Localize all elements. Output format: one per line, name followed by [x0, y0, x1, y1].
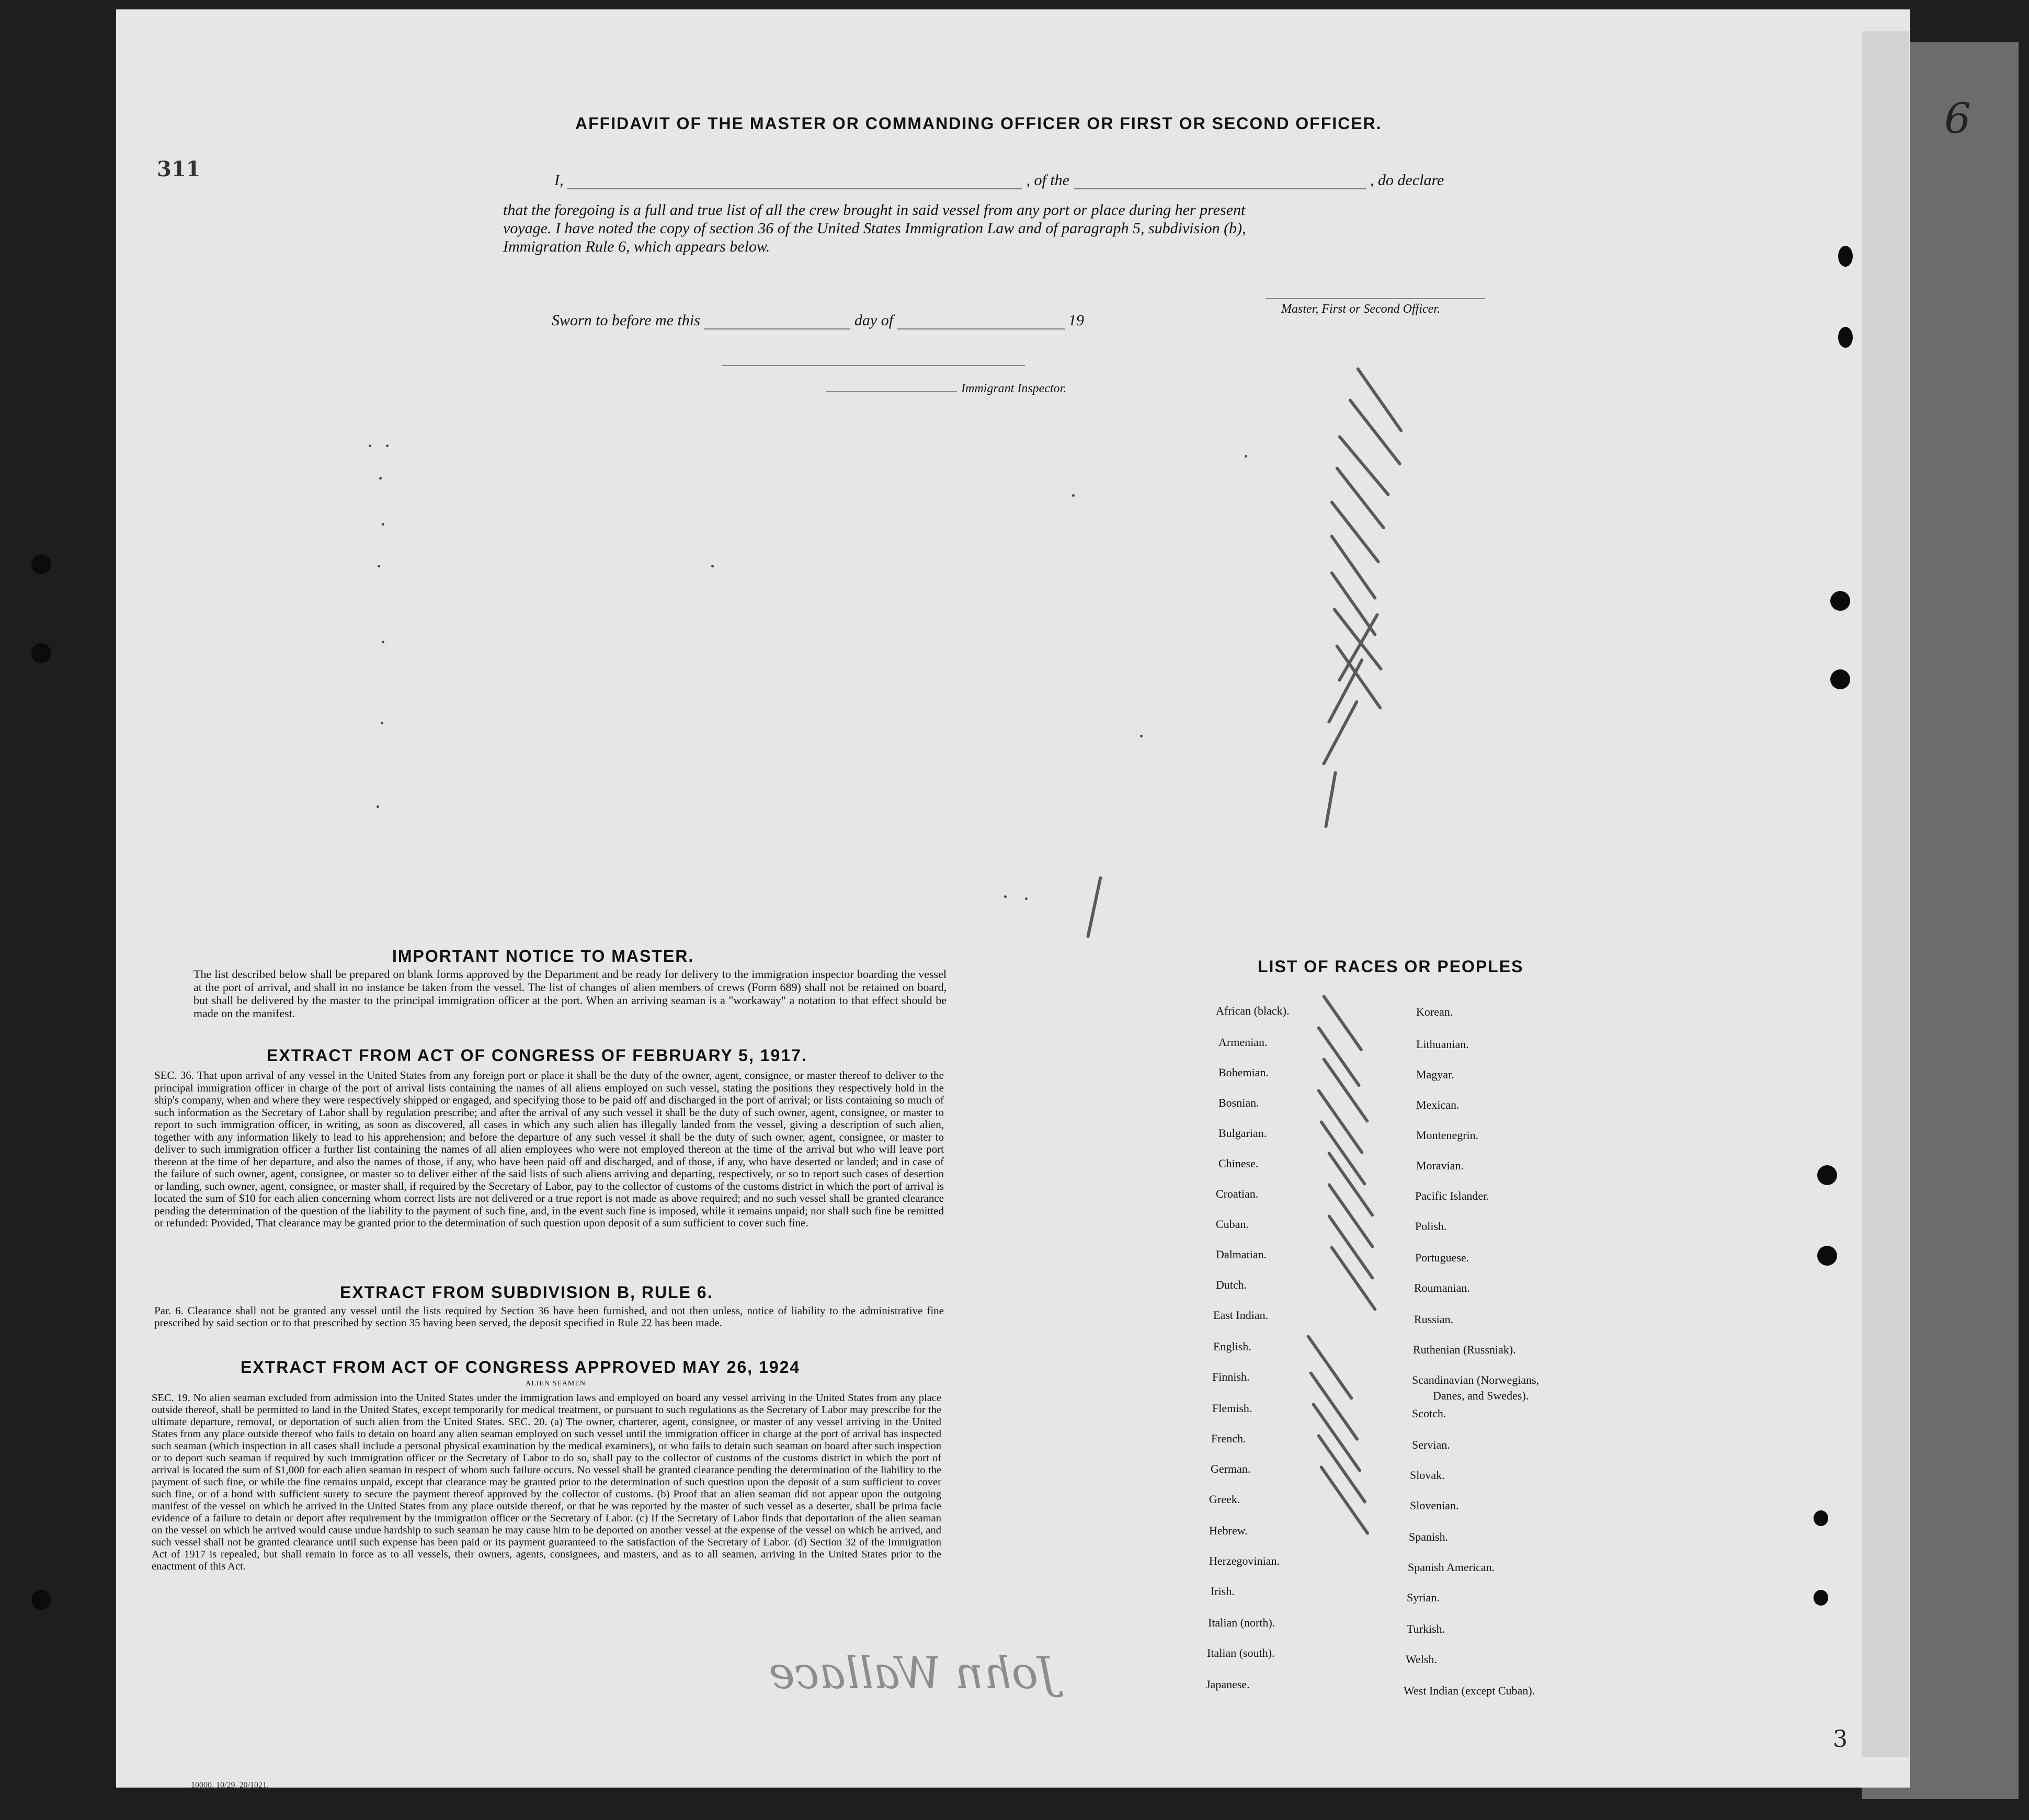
race-entry-left: Irish.	[1211, 1585, 1235, 1598]
binder-hole	[1838, 327, 1853, 348]
race-entry-right: Welsh.	[1406, 1653, 1437, 1666]
page-number: 6	[1944, 94, 1971, 143]
race-entry-right: Servian.	[1412, 1438, 1450, 1451]
bleed-dot	[1245, 455, 1247, 458]
bleed-dot	[378, 565, 380, 567]
race-entry-right: Portuguese.	[1415, 1251, 1469, 1264]
race-entry-left: Japanese.	[1206, 1678, 1250, 1691]
race-entry-left: Italian (north).	[1208, 1616, 1275, 1629]
notice-title: IMPORTANT NOTICE TO MASTER.	[392, 947, 694, 965]
bleed-dot	[377, 805, 379, 808]
race-entry-right: Montenegrin.	[1416, 1129, 1479, 1142]
margin-mark: 311	[157, 157, 201, 181]
name-blank	[567, 188, 1022, 189]
race-entry-left: Herzegovinian.	[1209, 1554, 1280, 1567]
extract-1924-text: SEC. 19. No alien seaman excluded from admission into the United States under the immigration laws and employed on board any vessel arriving in the United States from any place outside thereof, shall be permitted to land in the United States, except temporarily for medical treatment, or pursuant to such regulations as the Secretary of Labor may prescribe for the ultimate departure, removal, or deportation of such alien from the United States. SEC. 20. (a) The owner, charterer, agent, consignee, or master of any vessel arriving in the United States from any place outside thereof who fails to detain on board any alien seaman employed on such vessel until the immigration officer in charge at the port of arrival has inspected such seaman (which inspection in all cases shall include a personal physical examination by the medical examiners), or who fails to detain such seaman on board after such inspection or to deport such seaman if required by such immigration officer or the Secretary of Labor to do so, shall pay to the collector of customs of the customs district in which the port of arrival is located the sum of $1,000 for each alien seaman in respect of whom such failure occurs. No vessel shall be granted clearance pending the determination of the liability to the payment of such fine, or while the fine remains unpaid, except that clearance may be granted prior to the determination of such question upon the deposit of a sum sufficient to cover such fine, or of a bond with sufficient surety to secure the payment thereof approved by the collector of customs. (b) Proof that an alien seaman did not appear upon the outgoing manifest of the vessel on which he arrived in the United States from any place outside thereof, or that he was reported by the master of such vessel as a deserter, shall be prima facie evidence of a failure to detain or deport after requirement by the immigration officer or the Secretary of Labor. (c) If the Secretary of Labor finds that deportation of the alien seaman on the vessel on which he arrived would cause undue hardship to such seaman he may cause him to be deported on another vessel at the expense of the vessel on which he arrived, and such vessel shall not be granted clearance until such expense has been paid or its payment guaranteed to the satisfaction of the Secretary of Labor. (d) Section 32 of the Immigration Act of 1917 is repealed, but shall remain in force as to all vessels, their owners, agents, consignees, and masters, and as to all seamen, arriving in the United States prior to the enactment of this Act.	[152, 1392, 941, 1572]
race-entry-left: Bulgarian.	[1218, 1127, 1267, 1140]
race-entry-left: French.	[1211, 1432, 1246, 1445]
race-entry-right: Roumanian.	[1414, 1281, 1470, 1294]
bleed-dot	[1140, 735, 1143, 737]
sworn-line	[552, 312, 1179, 329]
race-entry-right: Syrian.	[1407, 1591, 1440, 1604]
race-entry-left: Hebrew.	[1209, 1524, 1248, 1537]
bleed-dot	[1004, 895, 1007, 898]
extract-1924-subtitle: ALIEN SEAMEN	[526, 1380, 586, 1387]
subdivision-b-text: Par. 6. Clearance shall not be granted any vessel until the lists required by Section 36 have been furnished, and not then unless, notice of liability to the administrative fine prescribed by said section or to that prescribed by section 35 having been served, the deposit specified in Rule 22 has been made.	[154, 1304, 944, 1329]
race-entry-left: East Indian.	[1213, 1309, 1269, 1322]
extract-1917-title: EXTRACT FROM ACT OF CONGRESS OF FEBRUARY 5, 1917.	[267, 1046, 807, 1065]
race-entry-right: Mexican.	[1416, 1098, 1460, 1111]
binder-hole	[1817, 1246, 1837, 1266]
bleed-dot	[369, 445, 371, 447]
bleed-dot	[386, 445, 389, 447]
binder-hole	[1830, 669, 1850, 689]
race-entry-left: Croatian.	[1216, 1187, 1259, 1200]
race-entry-right: Pacific Islander.	[1415, 1189, 1489, 1202]
affidavit-body-line-2: voyage. I have noted the copy of section 36 of the United States Immigration Law and of paragraph 5, subdivision (b),	[503, 220, 1246, 237]
binder-hole	[31, 1590, 51, 1610]
race-entry-right: Spanish American.	[1408, 1561, 1495, 1574]
race-entry-left: Armenian.	[1218, 1036, 1268, 1049]
binder-hole	[1814, 1510, 1828, 1526]
race-entry-right: Scandinavian (Norwegians,	[1412, 1373, 1540, 1386]
race-entry-left: Dutch.	[1216, 1278, 1247, 1291]
race-entry-right: Korean.	[1416, 1005, 1453, 1018]
race-entry-left: African (black).	[1216, 1004, 1290, 1017]
notice-text: The list described below shall be prepared on blank forms approved by the Department and be ready for delivery to the immigration inspector boarding the vessel at the port of arrival, and shall in no instance be taken from the vessel. The list of changes of alien members of crews (Form 689) shall not be retained on board, but shall be delivered by the master to the principal immigration officer at the port. When an arriving seaman is a "workaway" a notation to that effect should be made on the manifest.	[193, 968, 947, 1020]
race-entry-right: Lithuanian.	[1416, 1038, 1469, 1051]
race-entry-left: Greek.	[1209, 1493, 1240, 1506]
month-blank	[897, 328, 1065, 329]
race-entry-right: Scotch.	[1412, 1407, 1446, 1420]
bleed-dot	[382, 641, 384, 643]
affidavit-body-line-1: that the foregoing is a full and true list of all the crew brought in said vessel from any port or place during her present	[503, 201, 1246, 219]
race-entry-left: English.	[1213, 1340, 1251, 1353]
do-declare-label: , do declare	[1370, 172, 1444, 189]
race-entry-left: Dalmatian.	[1216, 1248, 1267, 1261]
extract-1924-title: EXTRACT FROM ACT OF CONGRESS APPROVED MAY 26, 1924	[241, 1358, 801, 1377]
affidavit-declaration-line	[554, 172, 1506, 189]
race-entry-right: West Indian (except Cuban).	[1404, 1684, 1535, 1697]
race-entry-right: Moravian.	[1416, 1159, 1464, 1172]
affidavit-body-line-3: Immigration Rule 6, which appears below.	[503, 238, 770, 255]
race-entry-right: Magyar.	[1416, 1068, 1454, 1081]
subdivision-b-title: EXTRACT FROM SUBDIVISION B, RULE 6.	[340, 1283, 713, 1302]
bleed-dot	[711, 565, 714, 567]
page-fold-shade	[1862, 31, 1909, 1757]
race-entry-left: Italian (south).	[1207, 1646, 1275, 1659]
race-entry-left: Chinese.	[1218, 1157, 1259, 1170]
affidavit-title: AFFIDAVIT OF THE MASTER OR COMMANDING OFFICER OR FIRST OR SECOND OFFICER.	[575, 114, 1382, 133]
bleed-dot	[1025, 897, 1028, 900]
master-signature-label: Master, First or Second Officer.	[1281, 302, 1440, 316]
year-label: 19	[1068, 312, 1085, 329]
bleed-dot	[379, 477, 382, 480]
binder-hole	[1830, 591, 1850, 611]
binder-hole	[1817, 1165, 1837, 1185]
mirrored-signature: John Wallace	[769, 1647, 1056, 1699]
race-entry-right: Spanish.	[1409, 1530, 1449, 1543]
race-entry-left: Bohemian.	[1218, 1066, 1269, 1079]
binder-hole	[1838, 246, 1853, 267]
race-entry-left: Bosnian.	[1218, 1096, 1259, 1109]
master-signature-line	[1266, 298, 1485, 299]
vessel-blank	[1074, 188, 1366, 189]
races-title: LIST OF RACES OR PEOPLES	[1258, 957, 1524, 976]
race-entry-right: Turkish.	[1407, 1622, 1445, 1635]
corner-mark: 3	[1833, 1726, 1848, 1753]
race-entry-right: Slovak.	[1410, 1469, 1445, 1482]
of-the-label: , of the	[1026, 172, 1069, 189]
race-entry-right: Ruthenian (Russniak).	[1413, 1343, 1516, 1356]
i-label: I,	[554, 172, 564, 189]
race-entry-left: German.	[1211, 1462, 1251, 1475]
race-entry-left: Finnish.	[1212, 1370, 1250, 1383]
race-entry-right: Russian.	[1414, 1313, 1454, 1326]
binder-hole	[31, 643, 51, 663]
print-code: 10000. 10/29. 20/1021.	[191, 1781, 269, 1790]
day-of-label: day of	[854, 312, 894, 329]
day-blank	[704, 328, 850, 329]
inspector-upper-line	[722, 365, 1025, 366]
extract-1917-text: SEC. 36. That upon arrival of any vessel in the United States from any foreign port or place it shall be the duty of the owner, agent, consignee, or master thereof to deliver to the principal immigration officer in charge of the port of arrival lists containing the names of all aliens employed on such vessel, stating the positions they respectively hold in the ship's company, when and where they were respectively shipped or engaged, and specifying those to be paid off and discharged in the port of arrival; or lists containing so much of such information as the Secretary of Labor shall by regulation prescribe; and after the arrival of any such vessel it shall be the duty of such owner, agent, consignee, or master to report to such immigration officer, in writing, as soon as discovered, all cases in which any such alien has illegally landed from the vessel, giving a description of such alien, together with any information likely to lead to his apprehension; and before the departure of any such vessel it shall be the duty of such owner, agent, consignee, or master to deliver to such immigration officer a further list containing the names of all alien employees who were not employed thereon at the time of the arrival but who will leave port thereon at the time of her departure, and also the names of those, if any, who have been paid off and discharged, and of those, if any, who have deserted or landed; and in case of the failure of such owner, agent, consignee, or master so to deliver either of the said lists of such aliens arriving and departing, respectively, or so to report such cases of desertion or landing, such owner, agent, consignee, or master shall, if required by the Secretary of Labor, pay to the collector of customs of the customs district in which the port of arrival is located the sum of $10 for each alien concerning whom correct lists are not delivered or a true report is not made as above required; and no such vessel shall be granted clearance pending the determination of the question of the liability to the payment of such fine, and, in the event such fine is imposed, while it remains unpaid; nor shall such fine be remitted or refunded: Provided, That clearance may be granted prior to the determination of such question upon deposit of a sum sufficient to cover such fine.	[154, 1069, 944, 1229]
inspector-label: Immigrant Inspector.	[961, 382, 1067, 395]
bleed-dot	[1072, 494, 1075, 497]
race-entry-right: Slovenian.	[1410, 1499, 1459, 1512]
inspector-signature-line	[826, 391, 957, 392]
bleed-dot	[382, 523, 384, 526]
race-entry-right: Danes, and Swedes).	[1433, 1389, 1529, 1402]
race-entry-left: Cuban.	[1216, 1218, 1249, 1231]
binder-hole	[31, 554, 51, 574]
sworn-label: Sworn to before me this	[552, 312, 700, 329]
binder-hole	[1814, 1590, 1828, 1606]
race-entry-left: Flemish.	[1212, 1402, 1252, 1415]
race-entry-right: Polish.	[1415, 1220, 1447, 1233]
bleed-dot	[381, 722, 383, 724]
